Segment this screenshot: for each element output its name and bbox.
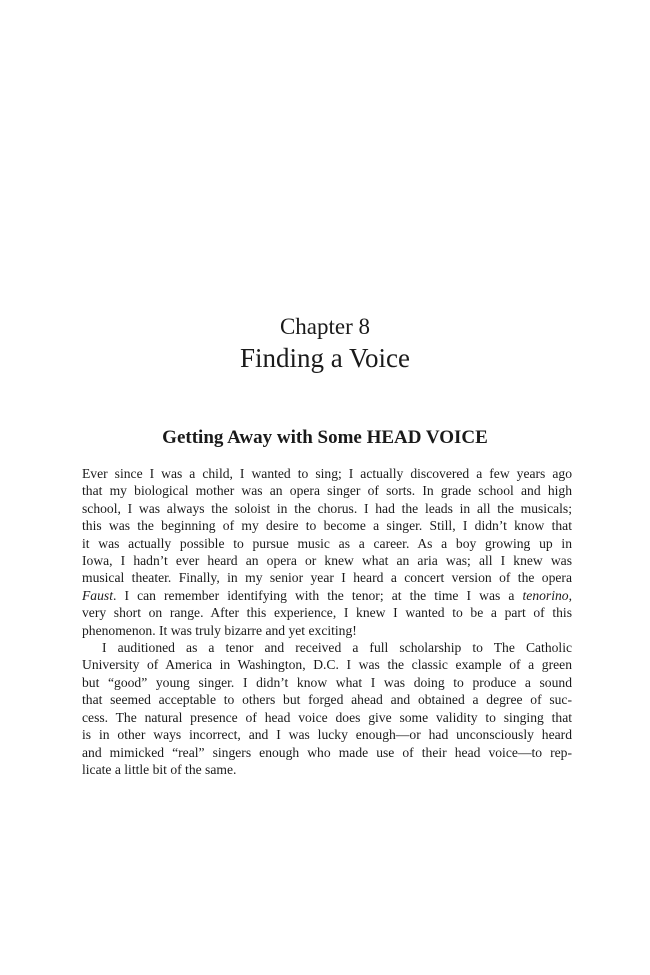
text-line: licate a little bit of the same. xyxy=(82,761,237,777)
paragraph-1 xyxy=(82,465,572,639)
text-line: Iowa, I hadn’t ever heard an opera or knew what an aria was; all I knew was xyxy=(82,553,572,569)
text-line: is in other ways incorrect, and I was lucky enough—or had unconsciously heard xyxy=(82,727,572,743)
text-line: that seemed acceptable to others but forged ahead and obtained a degree of suc- xyxy=(82,692,572,708)
text-line: musical theater. Finally, in my senior year I heard a concert version of the opera xyxy=(82,570,572,586)
text-line: this was the beginning of my desire to become a singer. Still, I didn’t know that xyxy=(82,518,572,534)
text-line: cess. The natural presence of head voice does give some validity to singing that xyxy=(82,709,572,725)
section-heading: Getting Away with Some HEAD VOICE xyxy=(162,427,488,448)
text-line: and mimicked “real” singers enough who made use of their head voice—to rep- xyxy=(82,744,572,760)
text-line: but “good” young singer. I didn’t know what I was doing to produce a sound xyxy=(82,674,572,690)
text-line: Faust. I can remember identifying with the tenor; at the time I was a tenorino, xyxy=(82,587,572,603)
text-line: I auditioned as a tenor and received a full scholarship to The Catholic xyxy=(102,640,572,656)
text-line: Ever since I was a child, I wanted to sing; I actually discovered a few years ago xyxy=(82,466,572,481)
paragraph-2 xyxy=(82,639,572,778)
text-line: very short on range. After this experience, I knew I wanted to be a part of this xyxy=(82,605,572,621)
text-line: phenomenon. It was truly bizarre and yet exciting! xyxy=(82,622,357,638)
text-line: that my biological mother was an opera singer of sorts. In grade school and high xyxy=(82,483,572,499)
text-line: it was actually possible to pursue music as a career. As a boy growing up in xyxy=(82,535,572,551)
body-text xyxy=(82,465,572,778)
chapter-number: Chapter 8 xyxy=(279,314,371,339)
chapter-title: Finding a Voice xyxy=(239,343,410,373)
text-line: University of America in Washington, D.C. I was the classic example of a green xyxy=(82,657,572,673)
text-line: school, I was always the soloist in the chorus. I had the leads in all the musicals; xyxy=(82,500,572,516)
